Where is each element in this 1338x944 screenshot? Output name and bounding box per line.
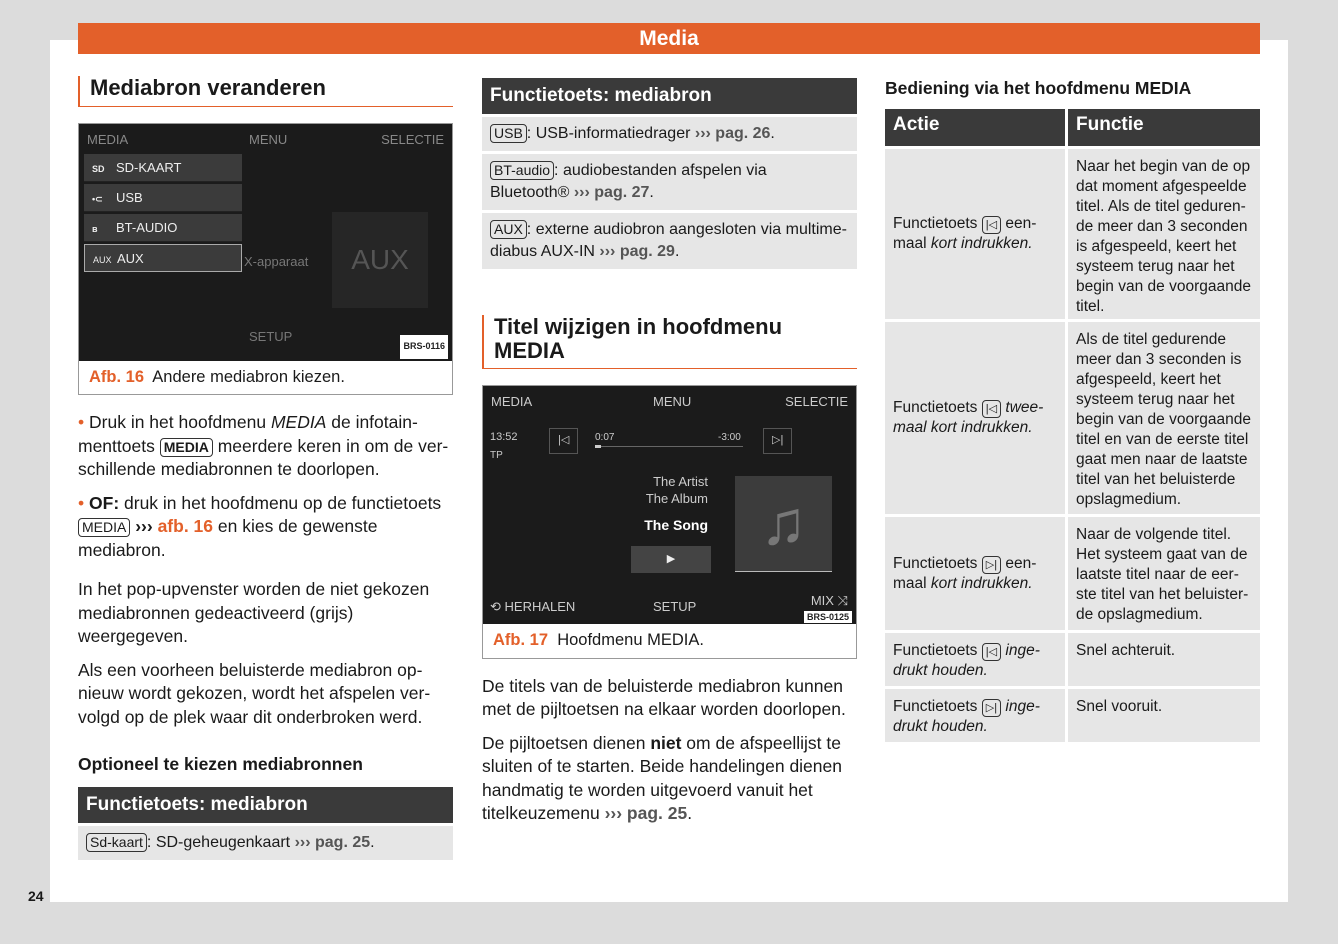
figure-17 xyxy=(482,385,857,659)
function-cell: Naar het begin van de op dat moment afgespeelde titel. Als de titel gedurende meer dan 3 seconden is afgespeeld, keert het systeem terug naar het begin van de voorgaande titel. xyxy=(1068,149,1260,319)
music-note-icon: ♫ xyxy=(735,476,832,572)
caption-text: Andere mediabron kiezen. xyxy=(152,367,345,386)
column-1 xyxy=(78,76,453,860)
key-label: AUX xyxy=(490,220,527,239)
controls-table xyxy=(885,109,1260,745)
paragraph: In het pop-upvenster worden de niet gekozen mediabronnen gedeactiveerd (grijs) weergegeven. xyxy=(78,579,430,646)
paragraph: De pijltoetsen dienen niet om de afspeellijst te sluiten of te starten. Beide handelingen dienen handmatig te worden uitgevoerd vanuit het titelkeuzemenu ››› pag. 25. xyxy=(482,732,842,823)
source-aux xyxy=(84,244,242,272)
tp-indicator: TP xyxy=(490,450,503,461)
source-label: USB xyxy=(116,189,143,205)
table-row xyxy=(885,322,1260,514)
source-usb xyxy=(84,184,242,212)
repeat-button: ⟲ HERHALEN xyxy=(490,598,576,614)
tab-menu: MENU xyxy=(249,131,288,147)
paragraph: Als een voorheen beluisterde mediabron opnieuw wordt gekozen, wordt het afspelen vervolgd op de plek waar dit onderbroken werd. xyxy=(78,659,431,727)
infotainment-screen xyxy=(483,386,856,624)
action-cell: Functietoets |◁ tweemaal kort indrukken. xyxy=(885,322,1065,514)
subheading: Optioneel te kiezen mediabronnen xyxy=(78,754,363,774)
section-title: Titel wijzigen in hoofdmenu MEDIA xyxy=(482,315,857,369)
action-cell: Functietoets ▷| eenmaal kort indrukken. xyxy=(885,517,1065,630)
figure-code: BRS-0125 xyxy=(804,611,852,623)
infotainment-screen xyxy=(79,124,452,361)
paragraph: De titels van de beluisterde mediabron kunnen met de pijltoetsen na elkaar worden doorlopen. xyxy=(482,675,846,719)
page-link[interactable]: ››› pag. 29 xyxy=(599,243,675,260)
function-cell: Als de titel gedurende meer dan 3 seconden is afgespeeld, keert het systeem terug naar het begin van de voorgaande titel en van de eerste titel gaat men naar de laatste titel van het beluisterde opslagmedium. xyxy=(1068,322,1260,514)
page-link[interactable]: ››› pag. 25 xyxy=(604,803,688,823)
page-link[interactable]: ››› pag. 26 xyxy=(694,125,771,142)
progress-bar[interactable] xyxy=(595,446,743,447)
table-row xyxy=(885,149,1260,319)
tab-media: MEDIA xyxy=(491,394,533,409)
figure-caption xyxy=(79,361,452,395)
tab-selectie: SELECTIE xyxy=(785,394,848,409)
key-label: Sd-kaart xyxy=(86,833,147,852)
bullet-1: • Druk in het hoofdmenu MEDIA de infotainmenttoets MEDIA meerdere keren in om de verschillende mediabronnen te doorlopen. xyxy=(78,412,449,479)
remaining-time: -3:00 xyxy=(718,432,741,443)
next-track-icon: ▷| xyxy=(763,428,792,454)
table-row xyxy=(885,689,1260,742)
action-cell: Functietoets ▷| ingedrukt houden. xyxy=(885,689,1065,742)
section-title: Mediabron veranderen xyxy=(78,76,453,107)
caption-text: Hoofdmenu MEDIA. xyxy=(557,631,704,649)
artist: The Artist xyxy=(653,474,708,489)
caption-number: Afb. 17 xyxy=(493,631,549,649)
album: The Album xyxy=(645,491,708,506)
previous-key-icon: |◁ xyxy=(982,216,1001,234)
media-softkey: MEDIA xyxy=(78,518,130,537)
source-bt xyxy=(84,214,242,242)
page-link[interactable]: ››› pag. 27 xyxy=(573,184,650,201)
elapsed-time: 0:07 xyxy=(595,432,615,443)
previous-key-icon: |◁ xyxy=(982,400,1001,418)
tab-selectie: SELECTIE xyxy=(381,131,444,147)
figure-caption xyxy=(483,624,856,658)
table-header: Functietoets: mediabron xyxy=(78,787,453,823)
key-label: USB xyxy=(490,124,527,143)
background-text: X-apparaat xyxy=(244,253,309,269)
clock: 13:52 xyxy=(490,431,518,443)
aux-icon: AUX xyxy=(93,254,112,265)
table-row: Sd-kaart : SD-geheugenkaart ››› pag. 25. xyxy=(78,826,453,860)
table-row xyxy=(885,633,1260,686)
function-cell: Snel achteruit. xyxy=(1068,633,1260,686)
next-key-icon: ▷| xyxy=(982,556,1001,574)
action-cell: Functietoets |◁ ingedrukt houden. xyxy=(885,633,1065,686)
table-header-row xyxy=(885,109,1260,146)
table-title: Bediening via het hoofdmenu MEDIA xyxy=(885,78,1192,98)
table-row: BT-audio : audiobestanden afspelen via Bluetooth® ››› pag. 27. xyxy=(482,154,857,210)
song: The Song xyxy=(644,517,708,533)
source-label: BT-AUDIO xyxy=(116,219,178,235)
column-header: Actie xyxy=(885,109,1065,146)
previous-track-icon: |◁ xyxy=(549,428,578,454)
table-row xyxy=(885,517,1260,630)
previous-key-icon: |◁ xyxy=(982,643,1001,661)
table-row: USB : USB-informatiedrager ››› pag. 26. xyxy=(482,117,857,151)
action-cell: Functietoets |◁ eenmaal kort indrukken. xyxy=(885,149,1065,319)
figure-link[interactable]: afb. 16 xyxy=(157,516,214,536)
column-header: Functie xyxy=(1068,109,1260,146)
source-label: SD-KAART xyxy=(116,159,182,175)
aux-tile: AUX xyxy=(332,212,428,308)
source-sd xyxy=(84,154,242,182)
figure-16 xyxy=(78,123,453,396)
mix-button: MIX ⤨ xyxy=(810,593,848,608)
media-key-icon: MEDIA xyxy=(160,438,213,457)
figure-code: BRS-0116 xyxy=(400,335,448,359)
page-link[interactable]: ››› pag. 25 xyxy=(294,833,371,851)
play-button[interactable]: ▶ xyxy=(631,546,711,573)
column-2 xyxy=(482,78,857,836)
setup-button: SETUP xyxy=(249,329,293,344)
function-cell: Naar de volgende titel. Het systeem gaat van de laatste titel naar de eerste titel van het beluisterde opslagmedium. xyxy=(1068,517,1260,630)
bluetooth-icon: ʙ xyxy=(92,223,98,234)
source-label: AUX xyxy=(117,250,144,266)
sd-card-icon: SD xyxy=(92,163,105,174)
usb-icon: •⊂ xyxy=(92,193,103,204)
function-cell: Snel vooruit. xyxy=(1068,689,1260,742)
bullet-2: • OF: druk in het hoofdmenu op de functietoets MEDIA ››› afb. 16 en kies de gewenste mediabron. xyxy=(78,492,442,560)
table-row: AUX : externe audiobron aangesloten via multimediabus AUX-IN ››› pag. 29. xyxy=(482,213,857,269)
page-number: 24 xyxy=(28,888,44,904)
shuffle-icon: ⤨ xyxy=(837,593,848,608)
setup-button: SETUP xyxy=(653,598,697,614)
caption-number: Afb. 16 xyxy=(89,367,145,386)
tab-menu: MENU xyxy=(653,394,692,409)
tab-media: MEDIA xyxy=(87,131,129,147)
next-key-icon: ▷| xyxy=(982,699,1001,717)
section-header: Media xyxy=(78,23,1260,54)
table-header: Functietoets: mediabron xyxy=(482,78,857,114)
key-label: BT-audio xyxy=(490,161,554,180)
